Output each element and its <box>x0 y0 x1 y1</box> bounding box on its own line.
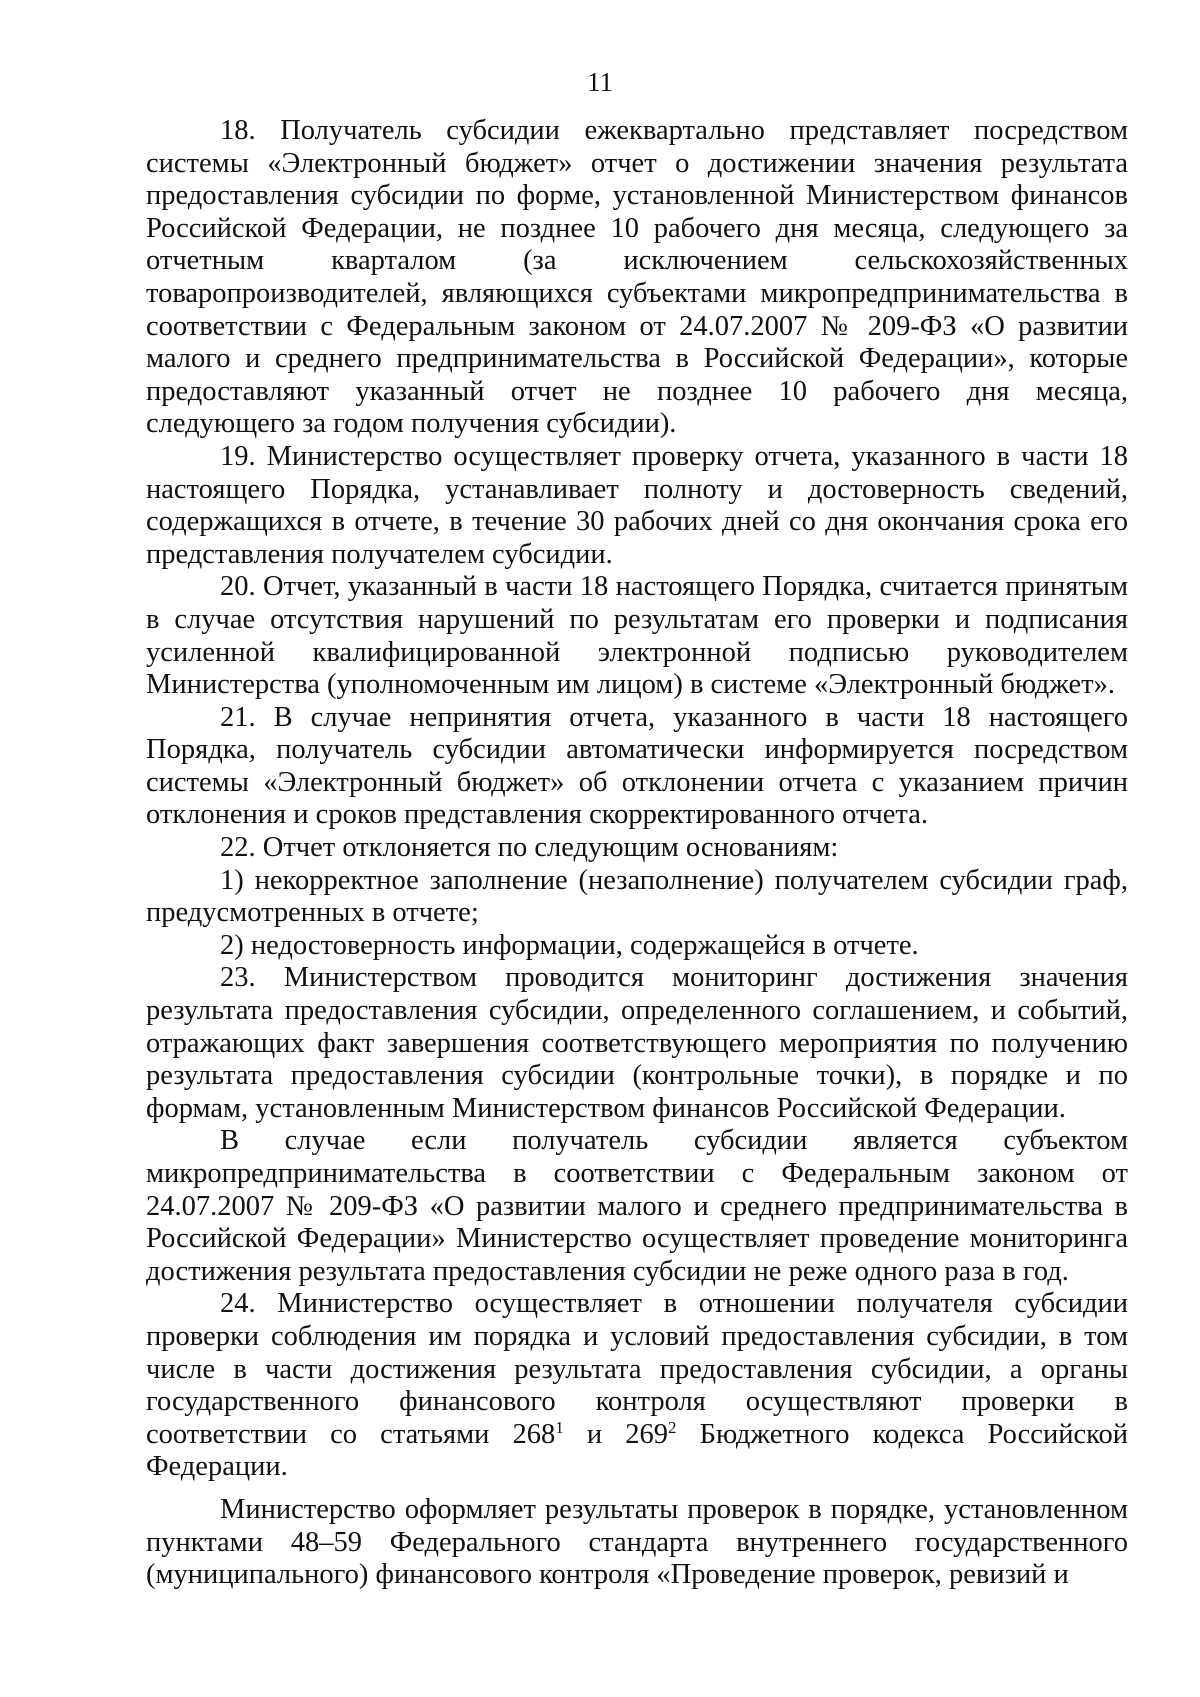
page-number: 11 <box>587 67 613 97</box>
paragraph-24 <box>146 1288 1128 1484</box>
paragraph-21: 21. В случае непринятия отчета, указанного в части 18 настоящего Порядка, получатель субсидии автоматически информируется посредством системы «Электронный бюджет» об отклонении отчета с указанием причин отклонения и сроков представления скорректированного отчета. <box>146 701 1128 831</box>
superscript-1: 1 <box>555 1417 564 1437</box>
paragraph-19: 19. Министерство осуществляет проверку отчета, указанного в части 18 настоящего Порядка, устанавливает полноту и достоверность сведений, содержащихся в отчете, в течение 30 рабочих дней со дня окончания срока его представления получателем субсидии. <box>146 440 1128 570</box>
paragraph-24-text-part-1: 24. Министерство осуществляет в отношении получателя субсидии проверки соблюдения им порядка и условий предоставления субсидии, в том числе в части достижения результата предоставления субсидии, а органы государственного финансового контроля осуществляют проверки в соответствии со статьями 268 <box>146 1288 1128 1450</box>
list-item-2: 2) недостоверность информации, содержащейся в отчете. <box>220 929 919 961</box>
paragraph-20: 20. Отчет, указанный в части 18 настоящего Порядка, считается принятым в случае отсутствия нарушений по результатам его проверки и подписания усиленной квалифицированной электронной подписью руководителем Министерства (уполномоченным им лицом) в системе «Электронный бюджет». <box>146 571 1128 701</box>
superscript-2: 2 <box>668 1417 677 1437</box>
paragraph-24-text-part-2: и 269 <box>563 1418 669 1450</box>
paragraph-final: Министерство оформляет результаты проверок в порядке, установленном пунктами 48–59 Федерального стандарта внутреннего государственного (муниципального) финансового контроля «Проведение проверок, ревизий и <box>146 1493 1128 1591</box>
paragraph-18: 18. Получатель субсидии ежеквартально представляет посредством системы «Электронный бюджет» отчет о достижении значения результата предоставления субсидии по форме, установленной Министерством финансов Российской Федерации, не позднее 10 рабочего дня месяца, следующего за отчетным кварталом (за исключением сельскохозяйственных товаропроизводителей, являющихся субъектами микропредпринимательства в соответствии с Федеральным законом от 24.07.2007 № 209-ФЗ «О развитии малого и среднего предпринимательства в Российской Федерации», которые предоставляют указанный отчет не позднее 10 рабочего дня месяца, следующего за годом получения субсидии). <box>146 115 1128 440</box>
paragraph-23: 23. Министерством проводится мониторинг достижения значения результата предоставления субсидии, определенного соглашением, и событий, отражающих факт завершения соответствующего мероприятия по получению результата предоставления субсидии (контрольные точки), в порядке и по формам, установленным Министерством финансов Российской Федерации. <box>146 962 1128 1124</box>
paragraph-22: 22. Отчет отклоняется по следующим основаниям: <box>220 832 839 864</box>
document-body <box>146 115 1128 1592</box>
list-item-1: 1) некорректное заполнение (незаполнение) получателем субсидии граф, предусмотренных в отчете; <box>146 864 1128 929</box>
paragraph-23-continuation: В случае если получатель субсидии является субъектом микропредпринимательства в соответствии с Федеральным законом от 24.07.2007 № 209-ФЗ «О развитии малого и среднего предпринимательства в Российской Федерации» Министерство осуществляет проведение мониторинга достижения результата предоставления субсидии не реже одного раза в год. <box>146 1125 1128 1287</box>
paragraph-24-text-part-3: Бюджетного кодекса Российской Федерации. <box>146 1418 1128 1483</box>
